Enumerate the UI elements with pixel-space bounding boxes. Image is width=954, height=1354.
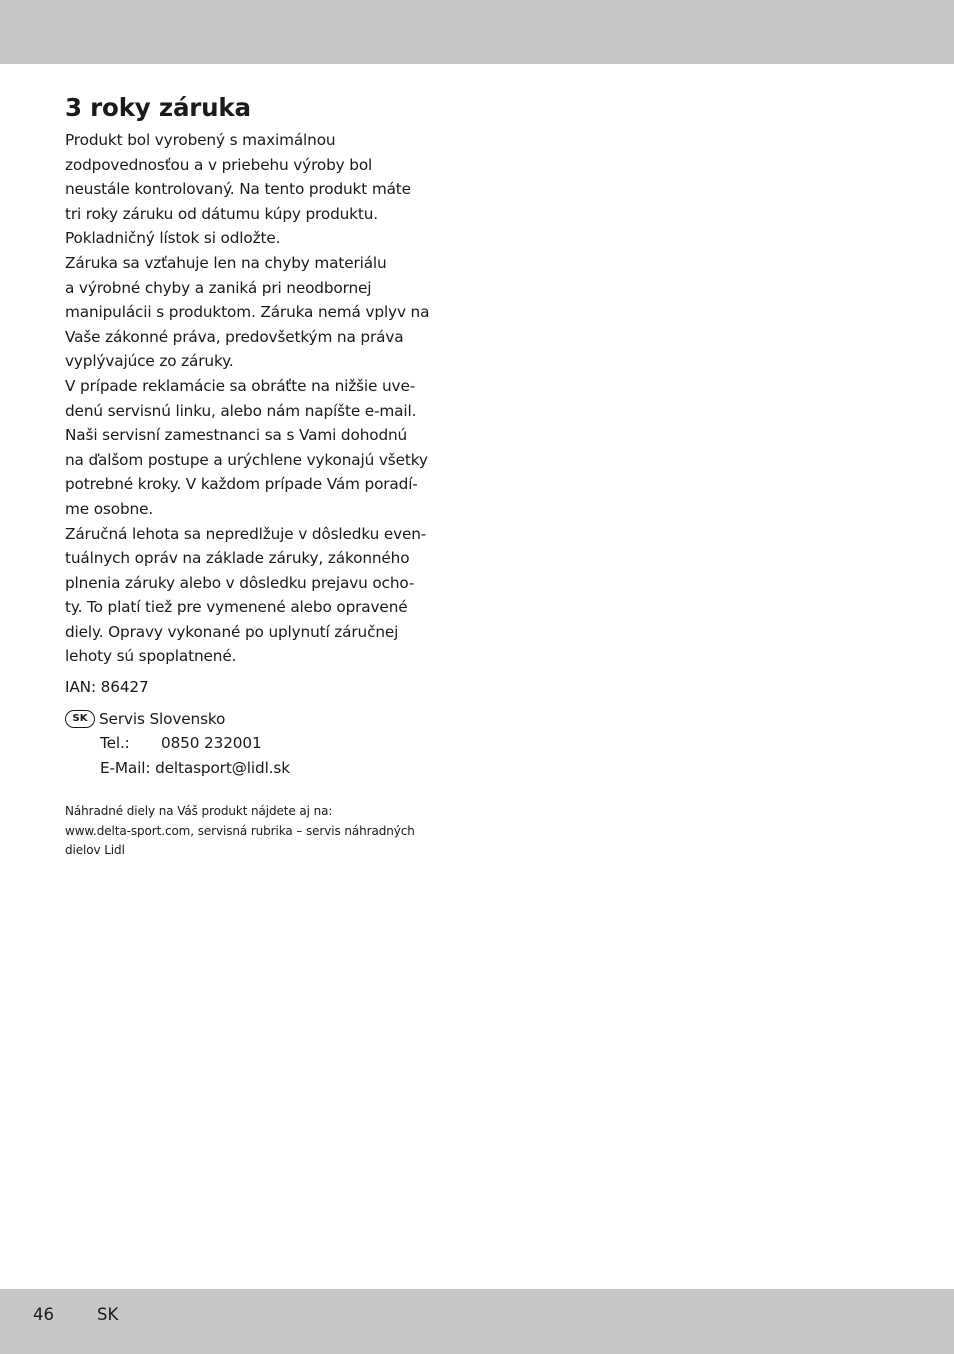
service-contact-block: [65, 707, 450, 781]
service-name: Servis Slovensko: [99, 709, 226, 728]
warranty-paragraph-4: Záručná lehota sa nepredlžuje v dôsledku even- tuálnych opráv na základe záruky, zákonného plnenia záruky alebo v dôsledku prejavu ocho- ty. To platí tiež pre vymenené alebo opravené diely. Opravy vykonané po uplynutí záručnej lehoty sú spoplatnené.: [65, 524, 427, 666]
warranty-paragraph-1: Produkt bol vyrobený s maximálnou zodpovednosťou a v priebehu výroby bol neustále kontrolovaný. Na tento produkt máte tri roky záruku od dátumu kúpy produktu. Pokladničný lístok si odložte.: [65, 131, 411, 248]
warranty-section: [65, 88, 450, 861]
ian-number: IAN: 86427: [65, 678, 149, 697]
email-address: deltasport@lidl.sk: [155, 758, 290, 777]
email-label: E-Mail:: [100, 758, 151, 777]
country-badge-icon: SK: [65, 710, 95, 728]
service-name-line: [65, 707, 450, 732]
phone-number: 0850 232001: [161, 734, 262, 753]
language-code: SK: [97, 1305, 119, 1324]
bottom-band: [0, 1289, 954, 1354]
page-title: 3 roky záruka: [65, 93, 251, 122]
spare-parts-note: Náhradné diely na Váš produkt nájdete aj na: www.delta-sport.com, servisná rubrika – servis náhradných dielov Lidl: [65, 804, 415, 858]
page-number: 46: [33, 1305, 54, 1324]
service-email-line: [65, 756, 450, 781]
warranty-paragraph-3: V prípade reklamácie sa obráťte na nižšie uve- denú servisnú linku, alebo nám napíšte e-mail. Naši servisní zamestnanci sa s Vami dohodnú na ďalšom postupe a urýchlene vykonajú všetky potrebné kroky. V každom prípade Vám poradí- me osobne.: [65, 376, 428, 518]
warranty-paragraph-2: Záruka sa vzťahuje len na chyby materiálu a výrobné chyby a zaniká pri neodbornej manipulácii s produktom. Záruka nemá vplyv na Vaše zákonné práva, predovšetkým na práva vyplývajúce zo záruky.: [65, 253, 430, 371]
phone-label: Tel.:: [100, 734, 130, 753]
page-footer: [33, 1303, 118, 1327]
service-phone-line: [65, 731, 450, 756]
top-band: [0, 0, 954, 64]
